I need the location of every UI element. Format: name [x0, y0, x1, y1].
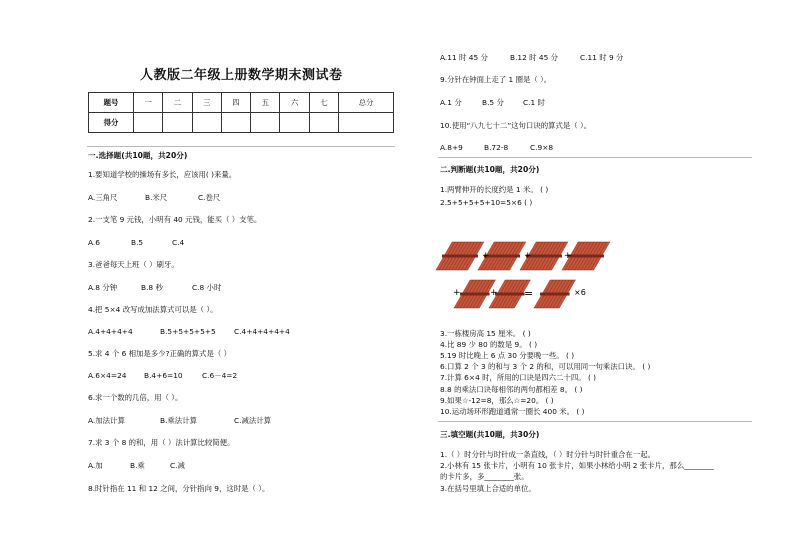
score-cell: 一: [134, 93, 163, 113]
option: C.11 时 9 分: [580, 53, 624, 62]
question: 1.两臂伸开的长度约是 1 米。 ( ): [440, 185, 549, 194]
times-label: ×6: [574, 288, 586, 297]
bundle-band: [568, 255, 604, 258]
score-cell: 二: [163, 93, 192, 113]
option: B.8 秒: [141, 283, 163, 292]
bundle-band: [540, 293, 570, 296]
score-cell: 六: [280, 93, 309, 113]
stick-bundle: [436, 242, 484, 270]
option: B.5: [131, 238, 144, 247]
option: B.72-8: [484, 143, 509, 152]
question: 4.比 89 少 80 的数是 9。 ( ): [440, 340, 538, 349]
question: 10.使用“八九七十二”这句口诀的算式是（ ）。: [440, 121, 592, 130]
option: C.6－4=2: [202, 371, 238, 380]
bundle-band: [460, 293, 490, 296]
question: 8.时针指在 11 和 12 之间，分针指向 9，这时是（ ）。: [88, 484, 270, 493]
option: A.11 时 45 分: [440, 53, 488, 62]
option: C.8 小时: [192, 283, 222, 292]
option: B.5+5+5+5+5: [160, 327, 216, 336]
option: A.6×4=24: [88, 371, 127, 380]
page-title: 人教版二年级上册数学期末测试卷: [140, 68, 343, 83]
divider: [438, 421, 752, 422]
equals-sign: =: [524, 287, 534, 300]
question: 6.求一个数的几倍，用（ ）。: [88, 393, 183, 402]
plus-sign: +: [482, 251, 490, 261]
question: 7.计算 6×4 时，所用的口诀是四六二十四。 ( ): [440, 373, 597, 382]
option: C.减: [170, 461, 185, 470]
option: B.5 分: [482, 98, 504, 107]
question: 1.要知道学校的操场有多长，应该用( )来量。: [88, 170, 237, 179]
option: B.乘法计算: [160, 416, 197, 425]
score-cell: 题号: [89, 93, 134, 113]
option: C.9×8: [530, 143, 554, 152]
option: C.4: [172, 238, 185, 247]
question: 10.运动场环形跑道通常一圈长 400 米。 ( ): [440, 407, 585, 416]
option: C.4+4+4+4+4: [234, 327, 290, 336]
bundle-band: [495, 293, 525, 296]
plus-sign: +: [524, 251, 532, 261]
question: 7.求 3 个 8 的和，用（ ）法计算比较简便。: [88, 438, 235, 447]
question: 3.在括号里填上合适的单位。: [440, 484, 536, 493]
option: A.三角尺: [88, 193, 118, 202]
option: A.8 分钟: [88, 283, 118, 292]
option: C.减法计算: [234, 416, 272, 425]
bundle-band: [442, 255, 478, 258]
option: A.6: [88, 238, 100, 247]
question: 3.爸爸每天上班（ ）刷牙。: [88, 260, 179, 269]
option: A.加法计算: [88, 416, 125, 425]
stick-bundles: [436, 242, 610, 308]
option: B.乘: [130, 461, 145, 470]
question: 6.口算 2 个 3 的和与 3 个 2 的和，可以用同一句乘法口诀。 ( ): [440, 362, 651, 371]
plus-sign: +: [453, 288, 461, 298]
question: 9.分针在钟面上走了 1 圈是（ ）。: [440, 75, 552, 84]
option: C.1 时: [523, 98, 545, 107]
question: 5.19 时比晚上 6 点 30 分要晚一些。 ( ): [440, 351, 575, 360]
option: B.4+6=10: [144, 371, 183, 380]
score-cell: 五: [251, 93, 280, 113]
option: C.卷尺: [198, 193, 221, 202]
question: 3.一栋楼房高 15 厘米。 ( ): [440, 329, 531, 338]
option: A.1 分: [440, 98, 462, 107]
score-cell: 总分: [338, 93, 393, 113]
question: 的卡片多，多________张。: [440, 472, 529, 481]
option: B.米尺: [145, 193, 168, 202]
section3-heading: 三.填空题(共10题，共30分): [440, 430, 540, 439]
option: A.加: [88, 461, 103, 470]
option: A.4+4+4+4: [88, 327, 133, 336]
question: 5.求 4 个 6 相加是多少?正确的算式是（ ）: [88, 349, 231, 358]
score-cell: 四: [221, 93, 250, 113]
option: A.8+9: [440, 143, 463, 152]
question: 4.把 5×4 改写成加法算式可以是（ ）。: [88, 305, 218, 314]
question: 9.如果☆-12=8，那么☆=20。 ( ): [440, 396, 554, 405]
question: 2.一支笔 9 元钱，小明有 40 元钱，能买（ ）支笔。: [88, 215, 262, 224]
stick-bundle: [534, 280, 576, 308]
section1-heading: 一.选择题(共10题，共20分): [88, 151, 188, 160]
section2-heading: 二.判断题(共10题，共20分): [440, 165, 540, 174]
plus-sign: +: [564, 251, 572, 261]
question: 8.8 的乘法口诀每相邻的两句都相差 8。 ( ): [440, 385, 583, 394]
score-cell: 七: [309, 93, 338, 113]
score-cell: 得分: [89, 113, 134, 133]
option: B.12 时 45 分: [510, 53, 559, 62]
score-cell: 三: [192, 93, 221, 113]
question: 2.小林有 15 张卡片，小明有 10 张卡片，如果小林给小明 2 张卡片，那么________: [440, 461, 714, 470]
question: 2.5+5+5+5+10=5×6 ( ): [440, 198, 533, 207]
question: 1.（ ）时分针与时针成一条直线，（ ）时分针与时针重合在一起。: [440, 450, 655, 459]
plus-sign: +: [490, 288, 498, 298]
